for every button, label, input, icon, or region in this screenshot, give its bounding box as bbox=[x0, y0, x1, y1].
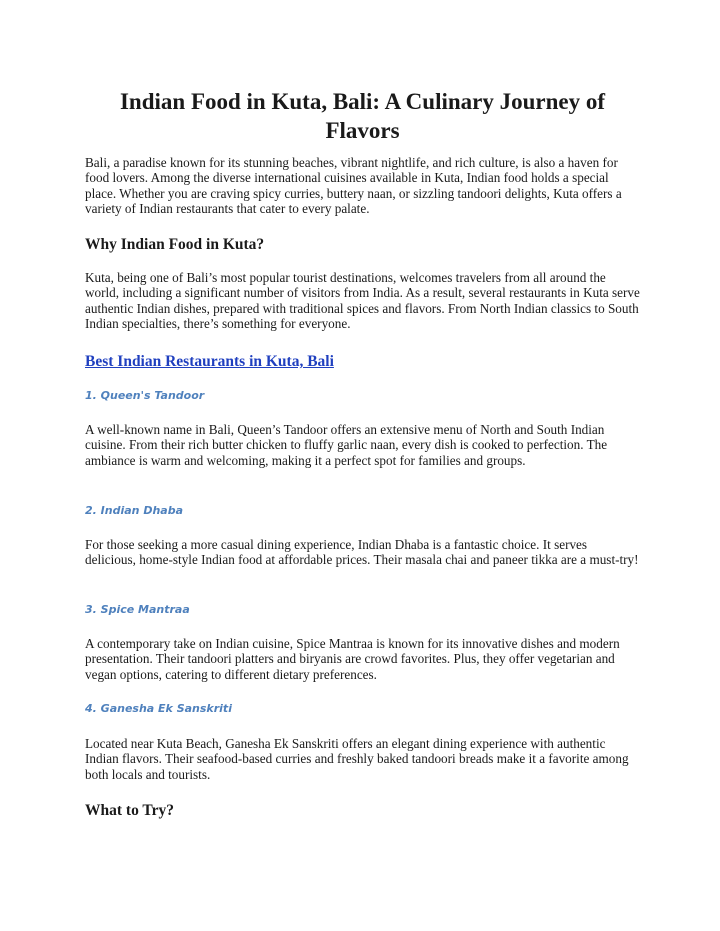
page-title: Indian Food in Kuta, Bali: A Culinary Journey of Flavors bbox=[119, 89, 606, 143]
restaurant-paragraph: For those seeking a more casual dining experience, Indian Dhaba is a fantastic choice. It serves delicious, home-style Indian food at affordable prices. Their masala chai and paneer tikka are a must-try! bbox=[85, 537, 639, 568]
intro-paragraph: Bali, a paradise known for its stunning beaches, vibrant nightlife, and rich culture, is also a haven for food lovers. Among the diverse international cuisines available in Kuta, Indian food holds a special place. Whether you are craving spicy curries, buttery naan, or sizzling tandoori delights, Kuta offers a variety of Indian restaurants that cater to every palate. bbox=[85, 155, 622, 217]
restaurant-heading: 3. Spice Mantraa bbox=[85, 603, 190, 616]
why-paragraph: Kuta, being one of Bali’s most popular tourist destinations, welcomes travelers from all around the world, including a significant number of visitors from India. As a result, several restaurants in Kuta serve authentic Indian dishes, prepared with traditional spices and flavors. From North Indian classics to South Indian specialties, there’s something for everyone. bbox=[85, 270, 640, 332]
restaurant-heading: 4. Ganesha Ek Sanskriti bbox=[85, 702, 232, 715]
restaurant-heading: 1. Queen's Tandoor bbox=[85, 389, 205, 402]
what-to-try-heading: What to Try? bbox=[85, 802, 174, 819]
restaurant-paragraph: A contemporary take on Indian cuisine, Spice Mantraa is known for its innovative dishes and modern presentation. Their tandoori platters and biryanis are crowd favorites. Plus, they offer vegetarian and vegan options, catering to different dietary preferences. bbox=[85, 636, 620, 682]
restaurant-heading: 2. Indian Dhaba bbox=[85, 504, 183, 517]
restaurant-paragraph: A well-known name in Bali, Queen’s Tandoor offers an extensive menu of North and South Indian cuisine. From their rich butter chicken to fluffy garlic naan, every dish is cooked to perfection. The ambiance is warm and welcoming, making it a perfect spot for families and groups. bbox=[85, 422, 608, 468]
best-restaurants-link[interactable]: Best Indian Restaurants in Kuta, Bali bbox=[85, 353, 334, 370]
restaurant-paragraph: Located near Kuta Beach, Ganesha Ek Sanskriti offers an elegant dining experience with authentic Indian flavors. Their seafood-based curries and freshly baked tandoori breads make it a favorite among both locals and tourists. bbox=[85, 736, 629, 782]
why-heading: Why Indian Food in Kuta? bbox=[85, 236, 265, 253]
